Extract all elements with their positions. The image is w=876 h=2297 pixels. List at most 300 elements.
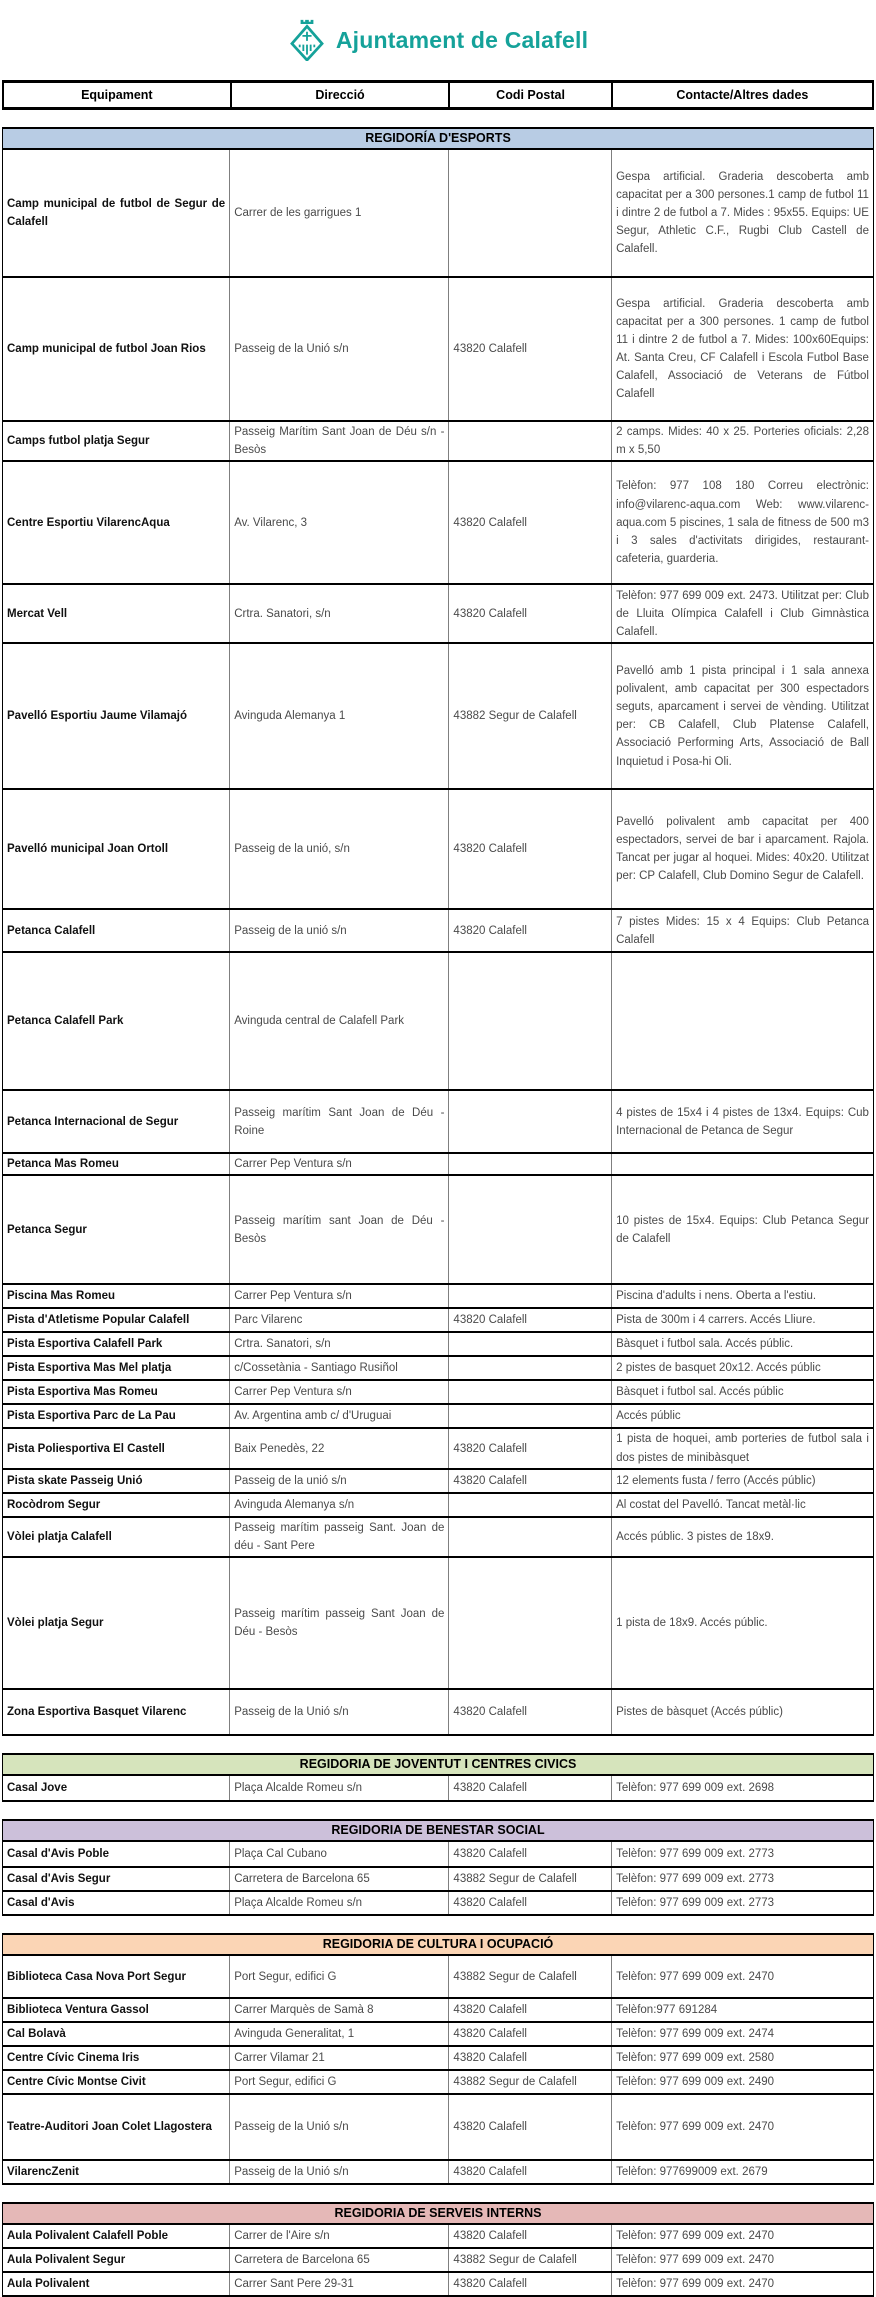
cell-direccio: [229, 790, 448, 908]
equipament-text: Petanca Segur: [7, 1223, 87, 1236]
table-row: [3, 1154, 873, 1176]
cell-direccio: [229, 1333, 448, 1355]
cell-direccio: [229, 2023, 448, 2045]
cell-contacte: [611, 1892, 873, 1914]
equipament-text: Aula Polivalent Segur: [7, 2254, 126, 2267]
cell-direccio: [229, 953, 448, 1089]
equipament-text: Aula Polivalent: [7, 2278, 90, 2291]
equipament-text: Pista Poliesportiva El Castell: [7, 1442, 165, 1455]
cell-direccio: [229, 1429, 448, 1467]
direccio-text: Crtra. Sanatori, s/n: [234, 1338, 331, 1351]
cell-codi-postal: [448, 790, 611, 908]
section-title: REGIDORIA DE CULTURA I OCUPACIÓ: [322, 1937, 554, 1952]
cell-direccio: [229, 150, 448, 276]
cell-codi-postal: [448, 1868, 611, 1890]
codi-postal-text: 43820 Calafell: [453, 924, 527, 937]
regidoria-section: [2, 1736, 874, 1802]
cell-codi-postal: [448, 1429, 611, 1467]
contacte-text: Al costat del Pavelló. Tancat metàl·lic: [616, 1498, 806, 1511]
cell-equipament: [3, 1154, 229, 1174]
cell-direccio: [229, 644, 448, 788]
cell-direccio: [229, 1091, 448, 1152]
cell-contacte: [611, 2047, 873, 2069]
contacte-text: Telèfon: 977 699 009 ext. 2490: [616, 2076, 775, 2089]
direccio-text: Carrer de les garrigues 1: [234, 206, 362, 219]
table-row: [3, 1309, 873, 1333]
cell-contacte: [611, 953, 873, 1089]
contacte-text: Pista de 300m i 4 carrers. Accés Lliure.: [616, 1314, 816, 1327]
cell-contacte: [611, 1776, 873, 1800]
equipament-text: Centre Esportiu VilarencAqua: [7, 516, 170, 529]
contacte-text: Telèfon: 977 699 009 ext. 2580: [616, 2052, 775, 2065]
contacte-text: Telèfon: 977 699 009 ext. 2473. Utilitzat per: Club de Lluita Olímpica Calafell i Club Gimnàstica Calafell.: [616, 589, 869, 638]
cell-equipament: [3, 644, 229, 788]
equipament-text: Rocòdrom Segur: [7, 1498, 101, 1511]
equipament-text: Casal d'Avis: [7, 1897, 75, 1910]
table-row: [3, 1176, 873, 1285]
cell-codi-postal: [448, 644, 611, 788]
equipament-text: Petanca Internacional de Segur: [7, 1115, 179, 1128]
cell-direccio: [229, 278, 448, 420]
cell-direccio: [229, 910, 448, 951]
cell-contacte: [611, 1470, 873, 1492]
cell-codi-postal: [448, 1285, 611, 1307]
section-header-band: [2, 1933, 874, 1956]
cell-direccio: [229, 1381, 448, 1403]
document-header: [0, 0, 876, 80]
cell-contacte: [611, 1309, 873, 1331]
table-row: [3, 422, 873, 462]
codi-postal-text: 43882 Segur de Calafell: [453, 2076, 577, 2089]
codi-postal-text: 43820 Calafell: [453, 516, 527, 529]
contacte-text: Bàsquet i futbol sala. Accés públic.: [616, 1338, 794, 1351]
table-row: [3, 2023, 873, 2047]
cell-codi-postal: [448, 1518, 611, 1556]
table-row: [3, 790, 873, 910]
cell-equipament: [3, 1309, 229, 1331]
table-row: [3, 1405, 873, 1429]
direccio-text: Crtra. Sanatori, s/n: [234, 607, 331, 620]
cell-direccio: [229, 1494, 448, 1516]
cell-direccio: [229, 1405, 448, 1427]
contacte-text: Gespa artificial. Graderia descoberta amb capacitat per a 300 persones. 1 camp de futbol 11 i dintre 2 de futbol a 7. Mides: 100x60Equips: At. Santa Creu, CF Calafell i Escola Futbol Base Calafell, Associació de Veterans de Fútbol Calafell: [616, 297, 869, 401]
direccio-text: Av. Vilarenc, 3: [234, 516, 308, 529]
table-row: [3, 2047, 873, 2071]
section-title: REGIDORÍA D'ESPORTS: [365, 131, 511, 145]
regidoria-section: [2, 110, 874, 1736]
cell-equipament: [3, 422, 229, 460]
table-row: [3, 150, 873, 278]
codi-postal-text: 43820 Calafell: [453, 607, 527, 620]
cell-direccio: [229, 1154, 448, 1174]
table-row: [3, 278, 873, 422]
cell-codi-postal: [448, 2249, 611, 2271]
codi-postal-text: 43882 Segur de Calafell: [453, 710, 577, 723]
cell-codi-postal: [448, 2225, 611, 2247]
cell-contacte: [611, 2023, 873, 2045]
contacte-text: Accés públic: [616, 1410, 681, 1423]
cell-contacte: [611, 422, 873, 460]
contacte-text: Accés públic. 3 pistes de 18x9.: [616, 1530, 775, 1543]
cell-equipament: [3, 1842, 229, 1866]
cell-direccio: [229, 462, 448, 583]
cell-equipament: [3, 1999, 229, 2021]
cell-contacte: [611, 2071, 873, 2093]
cell-contacte: [611, 1690, 873, 1734]
contacte-text: Telèfon: 977 699 009 ext. 2470: [616, 2230, 775, 2243]
cell-equipament: [3, 1333, 229, 1355]
cell-codi-postal: [448, 1690, 611, 1734]
cell-contacte: [611, 1405, 873, 1427]
equipament-text: Pista Esportiva Calafell Park: [7, 1338, 163, 1351]
cell-equipament: [3, 1558, 229, 1688]
cell-codi-postal: [448, 1956, 611, 1997]
cell-direccio: [229, 1558, 448, 1688]
cell-equipament: [3, 1429, 229, 1467]
cell-codi-postal: [448, 1176, 611, 1283]
section-gap: [2, 1736, 874, 1753]
cell-direccio: [229, 2095, 448, 2159]
table-row: [3, 1470, 873, 1494]
codi-postal-text: 43820 Calafell: [453, 1314, 527, 1327]
brand: [288, 19, 588, 61]
direccio-text: Plaça Alcalde Romeu s/n: [234, 1782, 363, 1795]
equipament-text: Pavelló municipal Joan Ortoll: [7, 843, 169, 856]
codi-postal-text: 43820 Calafell: [453, 1897, 527, 1910]
cell-direccio: [229, 1309, 448, 1331]
cell-codi-postal: [448, 1405, 611, 1427]
table-row: [3, 1558, 873, 1690]
regidoria-section: [2, 1802, 874, 1916]
equipament-text: Centre Cívic Cinema Iris: [7, 2052, 140, 2065]
contacte-text: 10 pistes de 15x4. Equips: Club Petanca Segur de Calafell: [616, 1214, 869, 1245]
section-header-band: [2, 1819, 874, 1842]
cell-direccio: [229, 1842, 448, 1866]
cell-direccio: [229, 2161, 448, 2183]
cell-equipament: [3, 790, 229, 908]
cell-contacte: [611, 1154, 873, 1174]
direccio-text: Port Segur, edifici G: [234, 1970, 337, 1983]
page-title: Ajuntament de Calafell: [335, 26, 589, 53]
contacte-text: Telèfon: 977 699 009 ext. 2470: [616, 2278, 775, 2291]
equipament-text: Camp municipal de futbol Joan Rios: [7, 342, 206, 355]
direccio-text: Baix Penedès, 22: [234, 1442, 325, 1455]
cell-equipament: [3, 1892, 229, 1914]
direccio-text: Passeig de la Unió s/n: [234, 2121, 349, 2134]
cell-codi-postal: [448, 1470, 611, 1492]
cell-contacte: [611, 2095, 873, 2159]
direccio-text: Carrer Vilamar 21: [234, 2052, 325, 2065]
cell-contacte: [611, 1956, 873, 1997]
direccio-text: Plaça Cal Cubano: [234, 1848, 327, 1861]
cell-direccio: [229, 2047, 448, 2069]
cell-equipament: [3, 2249, 229, 2271]
table-row: [3, 585, 873, 644]
cell-equipament: [3, 910, 229, 951]
table-row: [3, 1776, 873, 1802]
cell-contacte: [611, 1091, 873, 1152]
contacte-text: Telèfon: 977 699 009 ext. 2698: [616, 1782, 775, 1795]
direccio-text: Avinguda central de Calafell Park: [234, 1015, 405, 1028]
cell-equipament: [3, 462, 229, 583]
cell-direccio: [229, 1999, 448, 2021]
cell-direccio: [229, 1776, 448, 1800]
contacte-text: Piscina d'adults i nens. Oberta a l'estiu.: [616, 1290, 817, 1303]
codi-postal-text: 43820 Calafell: [453, 843, 527, 856]
cell-codi-postal: [448, 1892, 611, 1914]
cell-equipament: [3, 1381, 229, 1403]
cell-codi-postal: [448, 585, 611, 642]
cell-equipament: [3, 2273, 229, 2295]
cell-direccio: [229, 1176, 448, 1283]
column-header-codi-postal: Codi Postal: [448, 83, 610, 107]
section-rows: [2, 150, 874, 1736]
cell-contacte: [611, 1558, 873, 1688]
contacte-text: Telèfon: 977699009 ext. 2679: [616, 2166, 768, 2179]
table-row: [3, 1494, 873, 1518]
equipament-text: Pista Esportiva Mas Mel platja: [7, 1362, 172, 1375]
cell-codi-postal: [448, 150, 611, 276]
table-row: [3, 2273, 873, 2297]
cell-equipament: [3, 1285, 229, 1307]
section-title: REGIDORIA DE BENESTAR SOCIAL: [331, 1823, 545, 1838]
contacte-text: Telèfon: 977 699 009 ext. 2474: [616, 2028, 775, 2041]
cell-direccio: [229, 2225, 448, 2247]
table-row: [3, 1285, 873, 1309]
cell-codi-postal: [448, 1091, 611, 1152]
cell-codi-postal: [448, 2023, 611, 2045]
equipament-text: Piscina Mas Romeu: [7, 1290, 116, 1303]
contacte-text: Telèfon: 977 699 009 ext. 2773: [616, 1897, 775, 1910]
table-row: [3, 1999, 873, 2023]
cell-equipament: [3, 1956, 229, 1997]
column-header-direccio: Direcció: [230, 83, 449, 107]
codi-postal-text: 43820 Calafell: [453, 2121, 527, 2134]
section-rows: [2, 2225, 874, 2297]
codi-postal-text: 43820 Calafell: [453, 2052, 527, 2065]
equipament-text: Pista skate Passeig Unió: [7, 1474, 143, 1487]
equipament-text: Mercat Vell: [7, 607, 68, 620]
table-row: [3, 1956, 873, 1999]
cell-direccio: [229, 1892, 448, 1914]
direccio-text: Parc Vilarenc: [234, 1314, 303, 1327]
equipament-text: Camps futbol platja Segur: [7, 435, 150, 448]
contacte-text: Pistes de bàsquet (Accés públic): [616, 1706, 783, 1719]
contacte-text: 4 pistes de 15x4 i 4 pistes de 13x4. Equips: Cub Internacional de Petanca de Segur: [616, 1106, 869, 1137]
cell-codi-postal: [448, 1842, 611, 1866]
equipament-text: Pista d'Atletisme Popular Calafell: [7, 1314, 190, 1327]
calafell-coat-of-arms-icon: [288, 19, 326, 61]
cell-equipament: [3, 1176, 229, 1283]
cell-equipament: [3, 150, 229, 276]
cell-contacte: [611, 1285, 873, 1307]
cell-codi-postal: [448, 2047, 611, 2069]
contacte-text: Bàsquet i futbol sal. Accés públic: [616, 1386, 784, 1399]
section-rows: [2, 1776, 874, 1802]
contacte-text: 7 pistes Mides: 15 x 4 Equips: Club Petanca Calafell: [616, 915, 869, 946]
cell-codi-postal: [448, 2273, 611, 2295]
cell-equipament: [3, 1494, 229, 1516]
cell-codi-postal: [448, 1309, 611, 1331]
table-row: [3, 1381, 873, 1405]
cell-contacte: [611, 1868, 873, 1890]
contacte-text: Telèfon: 977 699 009 ext. 2470: [616, 1970, 775, 1983]
cell-equipament: [3, 1868, 229, 1890]
cell-direccio: [229, 1690, 448, 1734]
direccio-text: Carrer Pep Ventura s/n: [234, 1386, 352, 1399]
cell-contacte: [611, 278, 873, 420]
cell-contacte: [611, 585, 873, 642]
cell-equipament: [3, 585, 229, 642]
contacte-text: Gespa artificial. Graderia descoberta amb capacitat per a 300 persones.1 camp de futbol 11 i dintre 2 de futbol a 7. Mides : 95x55. Equips: UE Segur, Athletic C.F., Rugbi Club Castell de Calafell.: [616, 170, 869, 256]
table-row: [3, 2225, 873, 2249]
codi-postal-text: 43820 Calafell: [453, 2004, 527, 2017]
section-title: REGIDORIA DE SERVEIS INTERNS: [334, 2206, 542, 2221]
cell-direccio: [229, 1518, 448, 1556]
cell-codi-postal: [448, 462, 611, 583]
codi-postal-text: 43820 Calafell: [453, 2166, 527, 2179]
contacte-text: Telèfon: 977 699 009 ext. 2773: [616, 1848, 775, 1861]
equipament-text: Zona Esportiva Basquet Vilarenc: [7, 1706, 187, 1719]
contacte-text: Telèfon:977 691284: [616, 2004, 718, 2017]
direccio-text: Carrer Sant Pere 29-31: [234, 2278, 354, 2291]
contacte-text: Telèfon: 977 699 009 ext. 2470: [616, 2254, 775, 2267]
cell-contacte: [611, 1333, 873, 1355]
section-header-band: [2, 127, 874, 150]
direccio-text: Carrer de l'Aire s/n: [234, 2230, 330, 2243]
cell-equipament: [3, 1091, 229, 1152]
direccio-text: Carrer Pep Ventura s/n: [234, 1290, 352, 1303]
sections-root: [2, 110, 874, 2297]
cell-codi-postal: [448, 422, 611, 460]
cell-contacte: [611, 2161, 873, 2183]
table-row: [3, 910, 873, 953]
cell-codi-postal: [448, 1999, 611, 2021]
cell-direccio: [229, 2249, 448, 2271]
cell-codi-postal: [448, 1154, 611, 1174]
codi-postal-text: 43882 Segur de Calafell: [453, 1970, 577, 1983]
cell-equipament: [3, 2047, 229, 2069]
table-row: [3, 462, 873, 585]
cell-equipament: [3, 953, 229, 1089]
cell-contacte: [611, 2225, 873, 2247]
contacte-text: Telèfon: 977 699 009 ext. 2470: [616, 2121, 775, 2134]
codi-postal-text: 43820 Calafell: [453, 1474, 527, 1487]
contacte-text: Telèfon: 977 108 180 Correu electrònic: info@vilarenc-aqua.com Web: www.vilarenc-aqua.com 5 piscines, 1 sala de fitness de 500 m3 i 3 sales d'activitats dirigides, restaurant-cafeteria, guarderia.: [616, 480, 869, 566]
codi-postal-text: 43820 Calafell: [453, 1848, 527, 1861]
direccio-text: Passeig de la Unió s/n: [234, 342, 349, 355]
cell-contacte: [611, 1842, 873, 1866]
codi-postal-text: 43882 Segur de Calafell: [453, 2254, 577, 2267]
direccio-text: Plaça Alcalde Romeu s/n: [234, 1897, 363, 1910]
cell-direccio: [229, 2071, 448, 2093]
cell-contacte: [611, 150, 873, 276]
facilities-table: [2, 80, 874, 2297]
cell-codi-postal: [448, 1776, 611, 1800]
direccio-text: Port Segur, edifici G: [234, 2076, 337, 2089]
section-rows: [2, 1842, 874, 1916]
cell-equipament: [3, 1357, 229, 1379]
cell-direccio: [229, 585, 448, 642]
codi-postal-text: 43882 Segur de Calafell: [453, 1873, 577, 1886]
table-row: [3, 1842, 873, 1868]
regidoria-section: [2, 2185, 874, 2297]
cell-equipament: [3, 1776, 229, 1800]
cell-contacte: [611, 1999, 873, 2021]
equipament-text: Biblioteca Casa Nova Port Segur: [7, 1970, 186, 1983]
table-row: [3, 2071, 873, 2095]
contacte-text: 12 elements fusta / ferro (Accés públic): [616, 1474, 816, 1487]
equipament-text: Biblioteca Ventura Gassol: [7, 2004, 149, 2017]
direccio-text: Carrer Pep Ventura s/n: [234, 1158, 352, 1171]
cell-equipament: [3, 1405, 229, 1427]
cell-codi-postal: [448, 2071, 611, 2093]
direccio-text: Passeig marítim sant Joan de Déu - Besòs: [234, 1214, 445, 1245]
contacte-text: 2 pistes de basquet 20x12. Accés públic: [616, 1362, 821, 1375]
equipament-text: Pista Esportiva Mas Romeu: [7, 1386, 158, 1399]
column-header-equipament: Equipament: [81, 88, 153, 102]
direccio-text: Passeig de la unió s/n: [234, 924, 347, 937]
direccio-text: Passeig marítim passeig Sant Joan de Déu - Besòs: [234, 1607, 445, 1639]
section-gap: [2, 1916, 874, 1933]
equipament-text: Camp municipal de futbol de Segur de Calafell: [7, 197, 226, 228]
column-header-contacte: Contacte/Altres dades: [611, 83, 872, 107]
cell-direccio: [229, 1285, 448, 1307]
equipament-text: Aula Polivalent Calafell Poble: [7, 2230, 169, 2243]
cell-contacte: [611, 1381, 873, 1403]
equipament-text: Teatre-Auditori Joan Colet Llagostera: [7, 2121, 212, 2134]
equipament-text: Casal d'Avis Segur: [7, 1873, 111, 1886]
table-row: [3, 953, 873, 1091]
cell-equipament: [3, 278, 229, 420]
direccio-text: Avinguda Alemanya 1: [234, 710, 346, 723]
section-rows: [2, 1956, 874, 2185]
cell-codi-postal: [448, 1381, 611, 1403]
cell-equipament: [3, 2095, 229, 2159]
cell-codi-postal: [448, 1357, 611, 1379]
direccio-text: Passeig de la unió s/n: [234, 1474, 347, 1487]
cell-direccio: [229, 1956, 448, 1997]
section-gap: [2, 110, 874, 127]
table-row: [3, 1690, 873, 1736]
direccio-text: Passeig de la Unió s/n: [234, 2166, 349, 2179]
equipament-text: Petanca Mas Romeu: [7, 1158, 119, 1171]
cell-codi-postal: [448, 910, 611, 951]
table-row: [3, 644, 873, 790]
direccio-text: c/Cossetània - Santiago Rusiñol: [234, 1362, 398, 1375]
cell-equipament: [3, 2161, 229, 2183]
cell-contacte: [611, 790, 873, 908]
direccio-text: Passeig marítim passeig Sant. Joan de déu - Sant Pere: [234, 1521, 445, 1552]
table-row: [3, 1518, 873, 1558]
cell-codi-postal: [448, 1558, 611, 1688]
contacte-text: Telèfon: 977 699 009 ext. 2773: [616, 1873, 775, 1886]
equipament-text: VilarencZenit: [7, 2166, 80, 2179]
cell-contacte: [611, 1518, 873, 1556]
contacte-text: Pavelló amb 1 pista principal i 1 sala annexa polivalent, amb capacitat per 300 espectadors seguts, aparcament i servei de vènding. Utilitzat per: CB Calafell, Club Platense Calafell, Associació Performing Arts, Associació de Ball Inquietud i Posa-hi Oli.: [616, 664, 869, 768]
codi-postal-text: 43820 Calafell: [453, 2278, 527, 2291]
equipament-text: Cal Bolavà: [7, 2028, 66, 2041]
cell-contacte: [611, 1429, 873, 1467]
section-title: REGIDORIA DE JOVENTUT I CENTRES CIVICS: [299, 1757, 577, 1772]
cell-contacte: [611, 2249, 873, 2271]
table-row: [3, 1868, 873, 1892]
equipament-text: Centre Cívic Montse Civit: [7, 2076, 146, 2089]
direccio-text: Passeig de la Unió s/n: [234, 1706, 349, 1719]
direccio-text: Carrer Marquès de Samà 8: [234, 2004, 374, 2017]
cell-codi-postal: [448, 953, 611, 1089]
equipament-text: Petanca Calafell Park: [7, 1015, 124, 1028]
